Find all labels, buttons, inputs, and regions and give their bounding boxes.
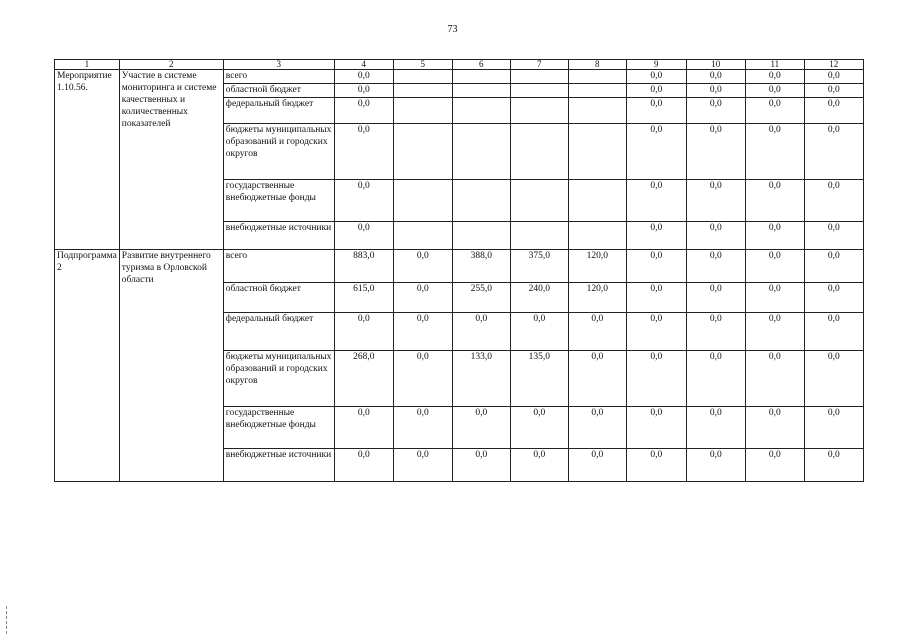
header-row [55,60,864,70]
amount-cell: 255,0 [452,283,510,313]
amount-cell: 0,0 [804,180,863,222]
column-header: 1 [55,60,120,70]
amount-cell: 0,0 [745,407,804,449]
amount-cell: 0,0 [393,407,452,449]
amount-cell: 135,0 [510,351,568,407]
amount-cell: 0,0 [745,351,804,407]
amount-cell [568,98,626,124]
funding-source-cell: всего [223,250,334,283]
column-header: 6 [452,60,510,70]
funding-source-cell: государственные внебюджетные фонды [223,180,334,222]
amount-cell: 0,0 [804,250,863,283]
column-header: 3 [223,60,334,70]
amount-cell: 0,0 [745,70,804,84]
amount-cell: 0,0 [745,98,804,124]
funding-source-cell: федеральный бюджет [223,98,334,124]
amount-cell: 0,0 [804,407,863,449]
amount-cell: 0,0 [804,98,863,124]
funding-source-cell: бюджеты муниципальных образований и городских округов [223,124,334,180]
amount-cell [393,84,452,98]
amount-cell: 0,0 [804,222,863,250]
amount-cell: 0,0 [626,283,686,313]
amount-cell [510,180,568,222]
amount-cell: 0,0 [686,250,745,283]
amount-cell: 0,0 [804,84,863,98]
column-header: 7 [510,60,568,70]
amount-cell [452,124,510,180]
amount-cell: 0,0 [626,222,686,250]
amount-cell: 0,0 [804,283,863,313]
scan-edge-mark [6,606,8,634]
amount-cell: 0,0 [745,180,804,222]
amount-cell: 0,0 [745,283,804,313]
amount-cell: 0,0 [334,70,393,84]
amount-cell: 0,0 [568,449,626,482]
amount-cell [510,222,568,250]
amount-cell: 0,0 [452,313,510,351]
amount-cell [568,222,626,250]
funding-source-cell: бюджеты муниципальных образований и городских округов [223,351,334,407]
column-header: 2 [119,60,223,70]
amount-cell: 0,0 [686,283,745,313]
amount-cell [393,180,452,222]
table-row [55,70,864,84]
amount-cell: 883,0 [334,250,393,283]
amount-cell: 0,0 [686,70,745,84]
amount-cell: 0,0 [686,407,745,449]
amount-cell [568,84,626,98]
amount-cell [452,98,510,124]
amount-cell: 0,0 [334,98,393,124]
amount-cell: 0,0 [626,70,686,84]
table-row [55,250,864,283]
amount-cell: 0,0 [393,283,452,313]
amount-cell: 0,0 [626,180,686,222]
amount-cell: 268,0 [334,351,393,407]
program-code-cell: Мероприятие 1.10.56. [55,70,120,250]
amount-cell: 0,0 [804,70,863,84]
funding-source-cell: внебюджетные источники [223,222,334,250]
funding-source-cell: областной бюджет [223,84,334,98]
program-name-cell: Участие в системе мониторинга и системе качественных и количественных показателей [119,70,223,250]
amount-cell: 0,0 [393,449,452,482]
amount-cell: 0,0 [568,313,626,351]
amount-cell: 0,0 [334,124,393,180]
amount-cell [393,70,452,84]
amount-cell: 0,0 [452,449,510,482]
amount-cell [393,222,452,250]
amount-cell: 0,0 [626,98,686,124]
amount-cell [393,124,452,180]
column-header: 10 [686,60,745,70]
amount-cell: 0,0 [334,313,393,351]
amount-cell: 0,0 [686,449,745,482]
amount-cell: 0,0 [568,407,626,449]
amount-cell [510,124,568,180]
amount-cell [568,180,626,222]
amount-cell: 0,0 [393,250,452,283]
amount-cell [568,124,626,180]
funding-source-cell: областной бюджет [223,283,334,313]
amount-cell: 120,0 [568,283,626,313]
amount-cell: 0,0 [804,124,863,180]
amount-cell: 0,0 [334,180,393,222]
amount-cell: 0,0 [510,313,568,351]
amount-cell: 388,0 [452,250,510,283]
amount-cell [452,222,510,250]
amount-cell: 0,0 [626,351,686,407]
amount-cell: 0,0 [452,407,510,449]
budget-table [54,59,864,482]
amount-cell: 0,0 [393,351,452,407]
amount-cell: 240,0 [510,283,568,313]
amount-cell: 0,0 [804,351,863,407]
funding-source-cell: внебюджетные источники [223,449,334,482]
column-header: 9 [626,60,686,70]
amount-cell: 0,0 [745,84,804,98]
funding-source-cell: федеральный бюджет [223,313,334,351]
column-header: 12 [804,60,863,70]
amount-cell [510,84,568,98]
amount-cell [452,84,510,98]
amount-cell: 0,0 [686,124,745,180]
amount-cell: 0,0 [686,222,745,250]
amount-cell: 615,0 [334,283,393,313]
amount-cell: 120,0 [568,250,626,283]
table-body [55,70,864,482]
amount-cell: 0,0 [626,407,686,449]
amount-cell: 0,0 [686,313,745,351]
amount-cell: 0,0 [804,449,863,482]
amount-cell [510,70,568,84]
amount-cell [452,70,510,84]
amount-cell: 0,0 [686,98,745,124]
page-number: 73 [447,24,458,35]
amount-cell: 0,0 [626,124,686,180]
amount-cell: 0,0 [334,222,393,250]
column-header: 8 [568,60,626,70]
amount-cell: 0,0 [334,449,393,482]
amount-cell: 0,0 [334,84,393,98]
amount-cell [510,98,568,124]
amount-cell: 0,0 [626,449,686,482]
amount-cell: 0,0 [626,250,686,283]
amount-cell: 0,0 [626,84,686,98]
column-header: 4 [334,60,393,70]
amount-cell [568,70,626,84]
amount-cell: 0,0 [745,124,804,180]
amount-cell: 0,0 [745,222,804,250]
amount-cell: 0,0 [745,313,804,351]
amount-cell: 0,0 [334,407,393,449]
amount-cell: 0,0 [393,313,452,351]
amount-cell: 133,0 [452,351,510,407]
amount-cell: 0,0 [510,407,568,449]
amount-cell: 0,0 [686,84,745,98]
amount-cell: 0,0 [745,449,804,482]
amount-cell: 0,0 [626,313,686,351]
amount-cell [393,98,452,124]
amount-cell: 0,0 [510,449,568,482]
amount-cell: 375,0 [510,250,568,283]
amount-cell [452,180,510,222]
column-header: 5 [393,60,452,70]
amount-cell: 0,0 [745,250,804,283]
amount-cell: 0,0 [686,351,745,407]
program-code-cell: Подпрограмма 2 [55,250,120,482]
funding-source-cell: государственные внебюджетные фонды [223,407,334,449]
amount-cell: 0,0 [568,351,626,407]
funding-source-cell: всего [223,70,334,84]
program-name-cell: Развитие внутреннего туризма в Орловской области [119,250,223,482]
amount-cell: 0,0 [804,313,863,351]
column-header: 11 [745,60,804,70]
amount-cell: 0,0 [686,180,745,222]
